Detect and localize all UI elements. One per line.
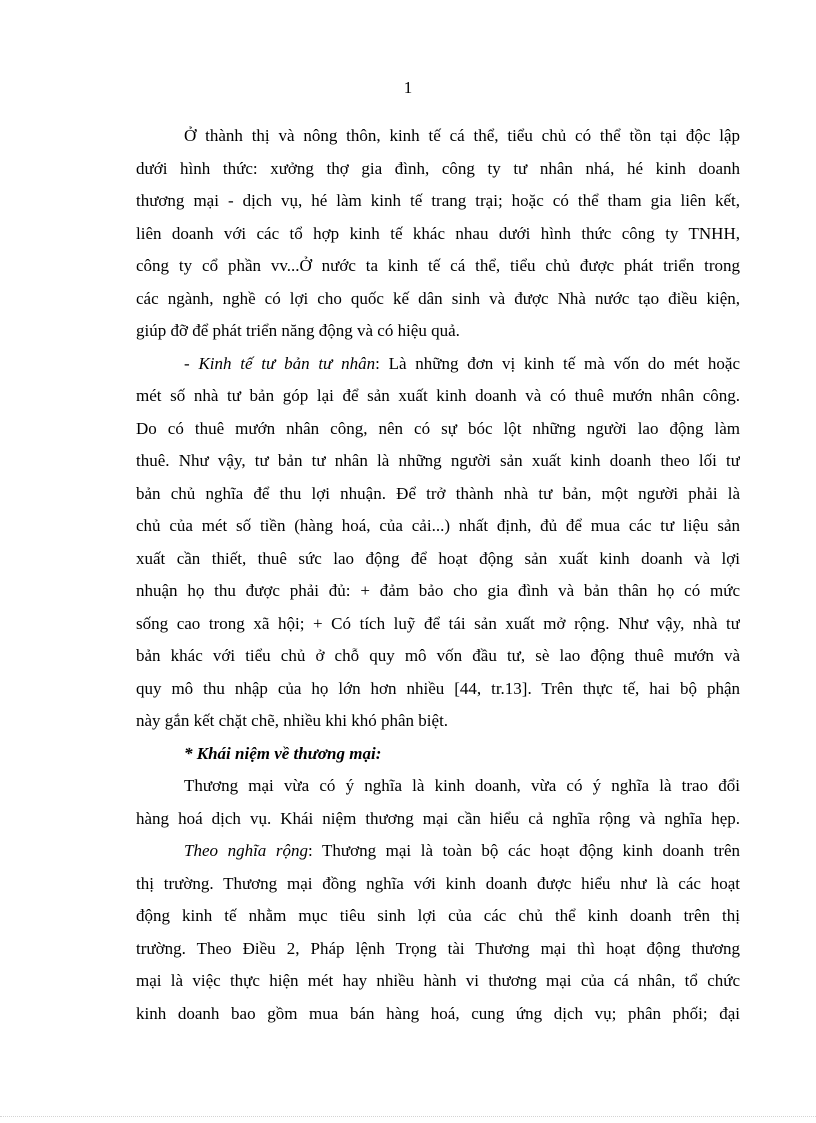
section-heading: * Khái niệm về thương mại: bbox=[184, 743, 382, 763]
text-line: Theo nghĩa rộng: Thương mại là toàn bộ các hoạt động kinh doanh trên bbox=[184, 841, 740, 860]
text-line: thị trường. Thương mại đồng nghĩa với kinh doanh được hiểu như là các hoạt bbox=[136, 873, 740, 893]
text-line: kinh doanh bao gồm mua bán hàng hoá, cung ứng dịch vụ; phân phối; đại bbox=[136, 1003, 740, 1023]
text-line: các ngành, nghề có lợi cho quốc kế dân sinh và được Nhà nước tạo điều kiện, bbox=[136, 288, 740, 308]
text-line: - Kinh tế tư bản tư nhân: Là những đơn vị kinh tế mà vốn do mét hoặc bbox=[184, 353, 740, 373]
text-line: giúp đỡ để phát triển năng động và có hiệu quả. bbox=[136, 321, 460, 340]
italic-term: Kinh tế tư bản tư nhân bbox=[198, 353, 376, 373]
text-line: công ty cổ phần vv...Ở nước ta kinh tế cá thể, tiểu chủ được phát triển trong bbox=[136, 256, 740, 275]
text-line: hàng hoá dịch vụ. Khái niệm thương mại cần hiểu cả nghĩa rộng và nghĩa hẹp. bbox=[136, 808, 740, 828]
text-line: liên doanh với các tổ hợp kinh tế khác nhau dưới hình thức công ty TNHH, bbox=[136, 223, 740, 243]
text-line: dưới hình thức: xưởng thợ gia đình, công ty tư nhân nhá, hé kinh doanh bbox=[136, 158, 740, 178]
text-line: Thương mại vừa có ý nghĩa là kinh doanh, vừa có ý nghĩa là trao đổi bbox=[184, 776, 740, 795]
italic-term: Theo nghĩa rộng bbox=[184, 841, 308, 860]
text-line: nhuận họ thu được phải đủ: + đảm bảo cho gia đình và bản thân họ có mức bbox=[136, 581, 740, 600]
text-line: thuê. Như vậy, tư bản tư nhân là những người sản xuất kinh doanh theo lối tư bbox=[136, 451, 740, 470]
text-line: động kinh tế nhằm mục tiêu sinh lợi của các chủ thể kinh doanh trên thị bbox=[136, 906, 740, 925]
text-line: trường. Theo Điều 2, Pháp lệnh Trọng tài Thương mại thì hoạt động thương bbox=[136, 938, 740, 958]
text-line: mại là việc thực hiện mét hay nhiều hành vi thương mại của cá nhân, tổ chức bbox=[136, 971, 740, 990]
text-line: quy mô thu nhập của họ lớn hơn nhiều [44, tr.13]. Trên thực tế, hai bộ phận bbox=[136, 678, 740, 698]
text-line: mét số nhà tư bản góp lại để sản xuất kinh doanh và có thuê mướn nhân công. bbox=[136, 386, 740, 405]
text-line: Do có thuê mướn nhân công, nên có sự bóc lột những người lao động làm bbox=[136, 418, 740, 438]
text-line: chủ của mét số tiền (hàng hoá, của cải...) nhất định, đủ để mua các tư liệu sản bbox=[136, 516, 740, 535]
text-line: này gắn kết chặt chẽ, nhiều khi khó phân biệt. bbox=[136, 711, 449, 730]
document-body bbox=[136, 120, 740, 1030]
text-line: bản chủ nghĩa để thu lợi nhuận. Để trở thành nhà tư bản, một người phải là bbox=[136, 483, 740, 503]
text-line: Ở thành thị và nông thôn, kinh tế cá thể, tiểu chủ có thể tồn tại độc lập bbox=[184, 126, 740, 145]
text-line: thương mại - dịch vụ, hé làm kinh tế trang trại; hoặc có thể tham gia liên kết, bbox=[136, 191, 740, 210]
text-line: xuất cần thiết, thuê sức lao động để hoạt động sản xuất kinh doanh và lợi bbox=[136, 548, 740, 568]
text-line: bản khác với tiểu chủ ở chỗ quy mô vốn đầu tư, sè lao động thuê mướn và bbox=[136, 646, 740, 665]
text-line: sống cao trong xã hội; + Có tích luỹ để tái sản xuất mở rộng. Như vậy, nhà tư bbox=[136, 613, 740, 633]
page-number: 1 bbox=[403, 78, 413, 97]
page-bottom-divider bbox=[0, 1116, 816, 1117]
